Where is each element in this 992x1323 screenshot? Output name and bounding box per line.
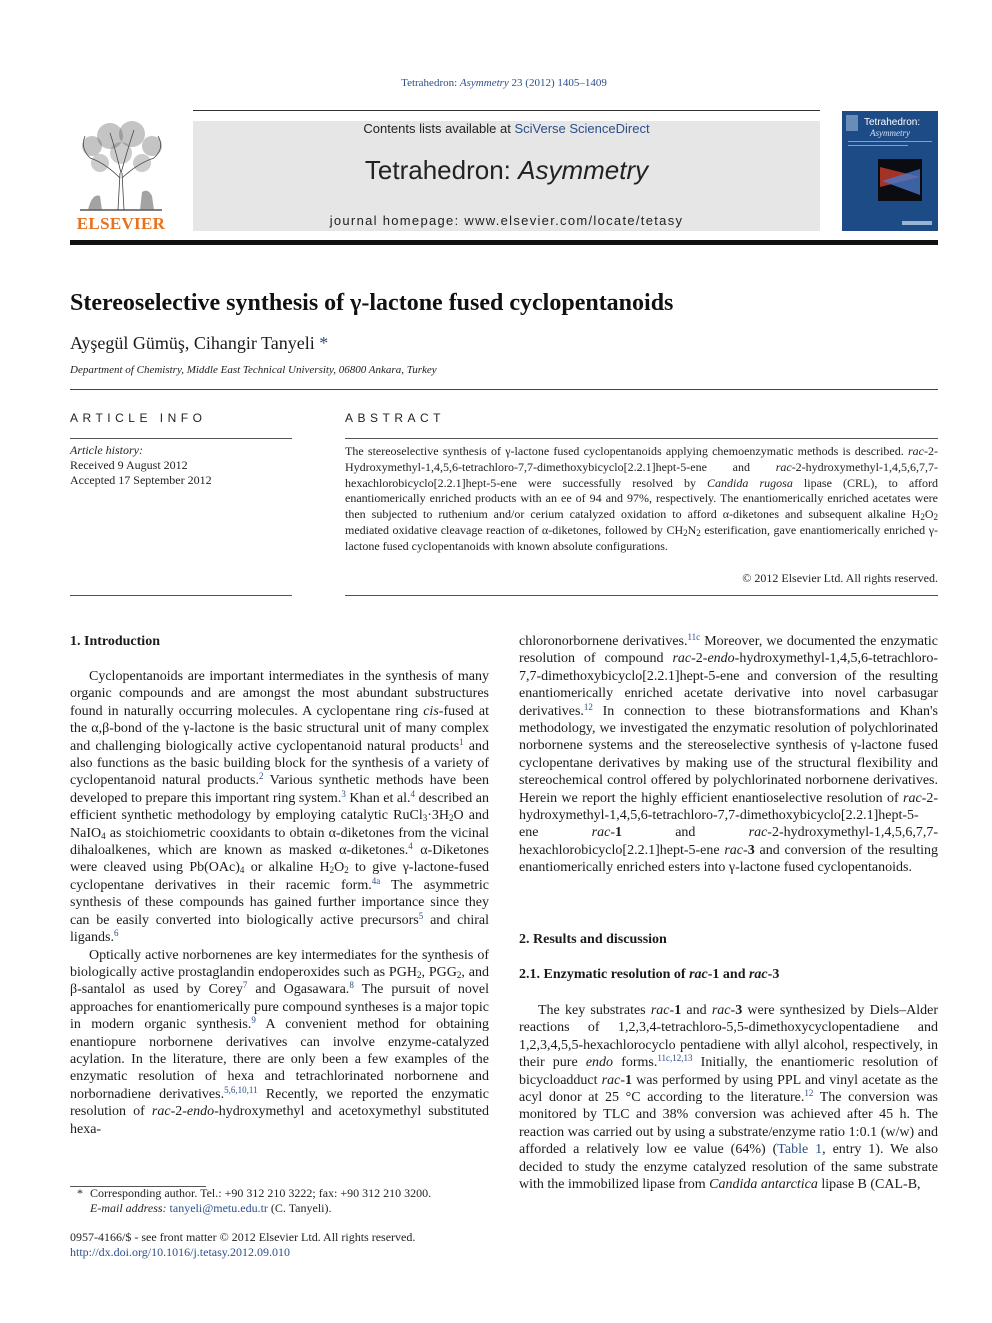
intro-paragraph: Optically active norbornenes are key intermediates for the synthesis of biologically active prostaglandin endoperoxides such as $PGH_2$, $PGG_2$, and β-santalol as used by Corey$^7$ and Ogasawara.$^8$ The pursuit of novel approaches for enantiomerically pure compound syntheses is a major topic in modern organic synthesis.$^9$ A convenient method for obtaining enantiopure norbornene derivatives can involve enzyme-catalyzed acylation. In the literature, there are only been a few examples of the enzymatic resolution of hexa and tetrachlorinated norbornene and norbornadiene derivatives.$^{5,6,10,11}$ Recently, we reported the enzymatic resolution of rac-2-endo-hydroxymethyl and acetoxymethyl substituted hexa-	[70, 947, 489, 1137]
introduction-body	[70, 668, 489, 1138]
results-paragraph: The key substrates rac-1 and rac-3 were synthesized by Diels–Alder reactions of 1,2,3,4-tetrachloro-5,5-dimethoxycyclopentadiene and 1,2,3,4,5,5-hexachlorocyclo pentadiene with allyl alcohol, respectively, in their pure endo forms.$^{11c,12,13}$ Initially, the enantiomeric resolution of bicycloadduct rac-1 was performed by using PPL and vinyl acetate as the acyl donor at 25 °C according to the literature.$^{12}$ The conversion was monitored by TLC and 38% conversion was achieved after 45 h. The reaction was carried out by using a substrate/enzyme ratio 1:0.1 (w/w) and afforded a relatively low ee value (64%) (Table 1, entry 1). We also decided to study the enzyme catalyzed resolution of the same substrate with the immobilized lipase from Candida antarctica lipase B (CAL-B,	[519, 1003, 939, 1193]
author-affiliation: Department of Chemistry, Middle East Technical University, 06800 Ankara, Turkey	[70, 364, 437, 376]
corresponding-footnote: * Corresponding author. Tel.: +90 312 210 3222; fax: +90 312 210 3200. E-mail address: tanyeli@metu.edu.tr (C. Tanyeli).	[77, 1186, 432, 1215]
title-divider	[70, 389, 938, 390]
article-history	[70, 443, 212, 488]
header-top-rule	[193, 110, 820, 111]
intro-paragraph: Cyclopentanoids are important intermediates in the synthesis of many organic compounds and are amongst the most abundant substructures found in naturally occurring molecules. A cyclopentane ring cis-fused at the α,β-bond of the γ-lactone is the basic structural unit of many complex and challenging biologically active cyclopentanoid natural products$^1$ and also functions as the basic building block for the synthesis of a variety of cyclopentanoid natural products.$^2$ Various synthetic methods have been developed to prepare this important ring system.$^3$ Khan et al.$^4$ described an efficient synthetic methodology by employing catalytic $RuCl_3\cdot 3H_2O$ and NaIO$_4$ as stoichiometric cooxidants to obtain α-diketones from the vicinal dihaloalkenes, which are known as masked α-diketones.$^4$ α-Diketones were cleaved using $Pb(OAc)_4$ or alkaline $H_2O_2$ to give γ-lactone-fused cyclopentane derivatives in their racemic form.$^{4a}$ The asymmetric synthesis of these compounds has gained further importance since they can be easily converted into biologically active precursors$^5$ and chiral ligands.$^6$	[70, 669, 490, 946]
contents-availability: Contents lists available at SciVerse ScienceDirect	[363, 121, 650, 136]
introduction-heading: 1. Introduction	[70, 634, 160, 649]
abstract-bottom-rule	[345, 595, 938, 596]
accepted-date: Accepted 17 September 2012	[70, 473, 212, 487]
abstract-copyright: © 2012 Elsevier Ltd. All rights reserved.	[742, 571, 938, 585]
abstract-text: The stereoselective synthesis of γ-lactone fused cyclopentanoids applying chemoenzymatic methods is described. rac-2-Hydroxymethyl-1,4,5,6-tetrachloro-7,7-dimethoxybicyclo[2.2.1]hept-5-ene and rac-2-hydroxymethyl-1,4,5,6,7,7-hexachlorobicyclo[2.2.1]hept-5-ene were successfully resolved by Candida rugosa lipase (CRL), to afford enantiomerically enriched products with an ee of 94 and 97%, respectively. The enantiomerically enriched acetates were then subjected to ruthenium and/or cerium catalyzed oxidation to afford α-diketones and subsequent alkaline $H_2O_2$ mediated oxidative cleavage reaction of α-diketones, followed by $CH_2N_2$ esterification, gave enantiomerically enriched γ-lactone fused cyclopentanoids with known absolute configurations.	[345, 444, 938, 553]
journal-title: Tetrahedron: Asymmetry	[364, 155, 649, 185]
elsevier-tree-icon	[70, 118, 172, 214]
article-info-label: ARTICLE INFO	[70, 411, 207, 425]
article-info-rule	[70, 438, 292, 439]
results-heading: 2. Results and discussion	[519, 932, 667, 947]
enzymatic-resolution-heading: 2.1. Enzymatic resolution of rac-1 and rac-3	[519, 967, 780, 982]
page-footer	[70, 1230, 415, 1260]
journal-citation[interactable]: Tetrahedron: Asymmetry 23 (2012) 1405–1409	[401, 77, 607, 89]
journal-header	[193, 121, 820, 231]
cover-art-icon	[842, 111, 938, 231]
cover-title: Tetrahedron:	[864, 117, 921, 128]
elsevier-logo	[70, 118, 172, 234]
article-info-bottom-rule	[70, 595, 292, 596]
doi-link[interactable]: http://dx.doi.org/10.1016/j.tetasy.2012.09.010	[70, 1245, 290, 1259]
abstract-rule	[345, 438, 938, 439]
received-date: Received 9 August 2012	[70, 458, 188, 472]
intro-paragraph: chloronorbornene derivatives.$^{11c}$ Moreover, we documented the enzymatic resolution of compound rac-2-endo-hydroxymethyl-1,4,5,6-tetrachloro-7,7-dimethoxybicyclo[2.2.1]hept-5-ene and conversion of the resulting enantiomerically enriched acetate derivative into novel carbasugar derivatives.$^{12}$ In connection to these biotransformations and Khan's methodology, we investigated the enzymatic resolution of polychlorinated norbornene systems and the stereoselective synthesis of γ-lactone fused cyclopentane derivatives by making use of the structural flexibility and stereochemical control offered by polychlorinated norbornene derivatives. Herein we report the highly efficient enantioselective resolution of rac-2-hydroxymethyl-1,4,5,6-tetrachloro-7,7-dimethoxybicyclo[2.2.1]hept-5-ene rac-1 and rac-2-hydroxymethyl-1,4,5,6,7,7-hexachlorobicyclo[2.2.1]hept-5-ene rac-3 and conversion of the resulting enantiomerically enriched esters into γ-lactone fused cyclopentanoids.	[519, 632, 938, 876]
article-title: Stereoselective synthesis of γ-lactone fused cyclopentanoids	[70, 290, 674, 316]
issn-line: 0957-4166/$ - see front matter © 2012 Elsevier Ltd. All rights reserved.	[70, 1230, 416, 1244]
abstract-label: ABSTRACT	[345, 411, 446, 425]
corresponding-author-mark[interactable]: *	[319, 333, 329, 353]
results-body	[519, 1002, 938, 1193]
header-bottom-rule	[70, 240, 938, 245]
sciencedirect-link[interactable]: SciVerse ScienceDirect	[514, 121, 650, 136]
introduction-body-continued	[519, 633, 938, 877]
article-authors: Ayşegül Gümüş, Cihangir Tanyeli *	[70, 333, 329, 353]
cover-subtitle: Asymmetry	[870, 128, 910, 138]
history-label: Article history:	[70, 443, 143, 457]
author-email-link[interactable]: tanyeli@metu.edu.tr	[169, 1201, 268, 1215]
journal-homepage[interactable]: journal homepage: www.elsevier.com/locate/tetasy	[329, 213, 684, 228]
journal-cover[interactable]	[842, 111, 938, 231]
elsevier-wordmark: ELSEVIER	[76, 214, 166, 233]
